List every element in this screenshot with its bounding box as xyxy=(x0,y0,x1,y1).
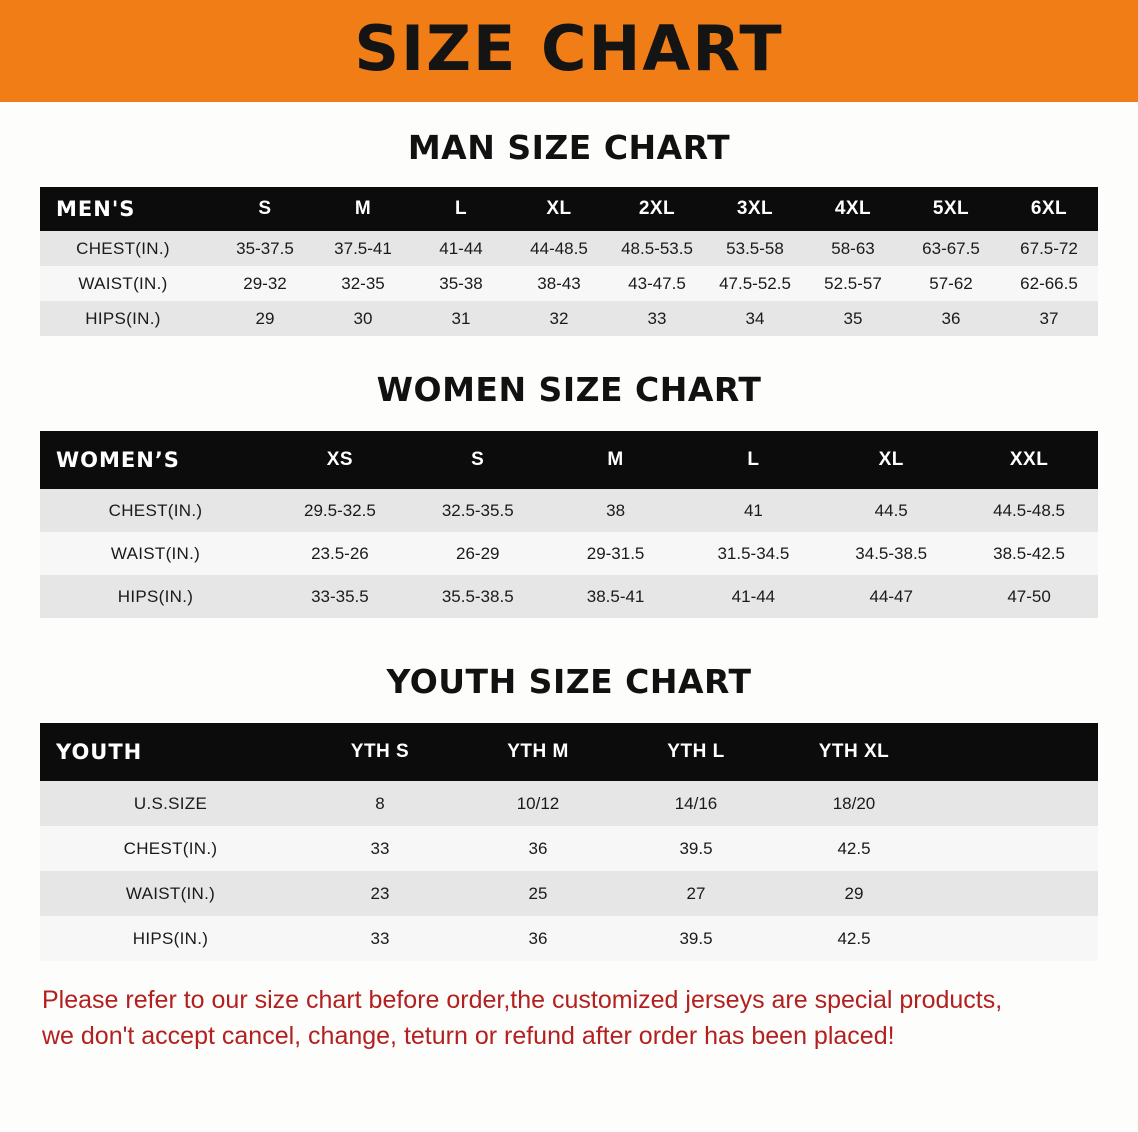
youth-row-label-2: WAIST(IN.) xyxy=(125,883,216,903)
table-row xyxy=(40,781,1098,826)
table-row xyxy=(40,266,1098,301)
man-cell-2-5: 34 xyxy=(745,308,765,328)
youth-col-0: YTH S xyxy=(350,741,410,762)
man-cell-2-4: 33 xyxy=(647,308,667,328)
table-header-row xyxy=(40,431,1098,489)
women-row-label-1: WAIST(IN.) xyxy=(110,543,201,563)
man-cell-1-0: 29-32 xyxy=(243,273,287,293)
youth-cell-0-1: 10/12 xyxy=(516,793,560,813)
man-cell-1-8: 62-66.5 xyxy=(1020,273,1078,293)
table-row xyxy=(40,871,1098,916)
youth-cell-1-spacer xyxy=(933,826,1098,871)
youth-row-label-1: CHEST(IN.) xyxy=(123,838,218,858)
youth-section-heading: YOUTH SIZE CHART xyxy=(386,662,752,701)
table-header-row xyxy=(40,723,1098,781)
man-col-0: S xyxy=(258,198,272,219)
youth-col-2: YTH L xyxy=(667,741,725,762)
man-col-5: 3XL xyxy=(736,198,774,219)
man-cell-0-4: 48.5-53.5 xyxy=(621,238,693,258)
man-col-8: 6XL xyxy=(1030,198,1068,219)
women-col-2: M xyxy=(607,449,624,470)
women-cell-0-5: 44.5-48.5 xyxy=(993,500,1065,520)
man-cell-0-3: 44-48.5 xyxy=(530,238,588,258)
man-col-4: 2XL xyxy=(638,198,676,219)
man-cell-0-8: 67.5-72 xyxy=(1020,238,1078,258)
man-cell-0-5: 53.5-58 xyxy=(726,238,784,258)
youth-table-body xyxy=(40,781,1098,961)
youth-cell-2-0: 23 xyxy=(370,883,390,903)
youth-cell-1-3: 42.5 xyxy=(837,838,871,858)
youth-cell-2-3: 29 xyxy=(844,883,864,903)
man-cell-2-3: 32 xyxy=(549,308,569,328)
table-row xyxy=(40,532,1098,575)
table-row xyxy=(40,826,1098,871)
women-cell-1-4: 34.5-38.5 xyxy=(855,543,928,563)
man-col-1: M xyxy=(354,198,372,219)
man-cell-1-4: 43-47.5 xyxy=(628,273,686,293)
header-banner xyxy=(0,0,1138,102)
man-section-heading: MAN SIZE CHART xyxy=(407,128,731,167)
youth-cell-3-spacer xyxy=(933,916,1098,961)
women-cell-0-4: 44.5 xyxy=(874,500,908,520)
women-cell-0-3: 41 xyxy=(743,500,763,520)
women-col-5: XXL xyxy=(1009,449,1049,470)
youth-col-spacer xyxy=(933,723,1098,781)
women-size-table xyxy=(40,431,1098,618)
women-cell-2-5: 47-50 xyxy=(1007,586,1051,606)
women-col-0: XS xyxy=(326,449,354,470)
man-row-label-0: CHEST(IN.) xyxy=(76,238,170,258)
man-cell-1-7: 57-62 xyxy=(929,273,973,293)
youth-row-label-3: HIPS(IN.) xyxy=(132,928,209,948)
man-cell-1-3: 38-43 xyxy=(537,273,581,293)
man-col-2: L xyxy=(454,198,468,219)
man-cell-1-2: 35-38 xyxy=(439,273,483,293)
policy-note-line-2: we don't accept cancel, change, teturn or refund after order has been placed! xyxy=(42,1021,895,1050)
youth-cell-3-3: 42.5 xyxy=(837,928,871,948)
youth-table-header xyxy=(40,723,1098,781)
youth-cell-0-0: 8 xyxy=(375,793,385,813)
man-cell-2-1: 30 xyxy=(353,308,373,328)
women-cell-2-1: 35.5-38.5 xyxy=(441,586,514,606)
youth-cell-0-2: 14/16 xyxy=(674,793,718,813)
policy-note-line-1: Please refer to our size chart before order,the customized jerseys are special products, xyxy=(42,986,1003,1014)
man-cell-0-2: 41-44 xyxy=(439,238,483,258)
youth-cell-3-2: 39.5 xyxy=(679,928,713,948)
man-cell-0-0: 35-37.5 xyxy=(236,238,294,258)
table-row xyxy=(40,575,1098,618)
women-cell-0-0: 29.5-32.5 xyxy=(303,500,376,520)
table-header-row xyxy=(40,187,1098,231)
table-row xyxy=(40,489,1098,532)
women-cell-2-2: 38.5-41 xyxy=(586,586,645,606)
youth-cell-3-0: 33 xyxy=(370,928,390,948)
youth-col-3: YTH XL xyxy=(818,741,890,762)
man-row-label-2: HIPS(IN.) xyxy=(85,308,161,328)
youth-cell-2-spacer xyxy=(933,871,1098,916)
page-title: SIZE CHART xyxy=(354,12,784,85)
youth-cell-1-0: 33 xyxy=(370,838,390,858)
man-col-3: XL xyxy=(546,198,572,219)
youth-cell-1-1: 36 xyxy=(528,838,548,858)
youth-cell-1-2: 39.5 xyxy=(679,838,713,858)
man-cell-0-7: 63-67.5 xyxy=(922,238,980,258)
women-cell-2-0: 33-35.5 xyxy=(311,586,369,606)
man-col-7: 5XL xyxy=(932,198,970,219)
man-size-table xyxy=(40,187,1098,336)
youth-cell-2-2: 27 xyxy=(686,883,706,903)
man-table-body xyxy=(40,231,1098,336)
women-row-label-0: CHEST(IN.) xyxy=(108,500,203,520)
women-section-heading: WOMEN SIZE CHART xyxy=(376,370,762,409)
women-row-label-2: HIPS(IN.) xyxy=(117,586,194,606)
youth-cell-0-3: 18/20 xyxy=(832,793,876,813)
women-table-header xyxy=(40,431,1098,489)
youth-col-1: YTH M xyxy=(507,741,569,762)
youth-table-wrapper xyxy=(0,723,1138,961)
man-cell-0-6: 58-63 xyxy=(831,238,875,258)
man-cell-1-1: 32-35 xyxy=(341,273,385,293)
table-row xyxy=(40,301,1098,336)
man-row-label-1: WAIST(IN.) xyxy=(78,273,168,293)
women-cell-1-0: 23.5-26 xyxy=(311,543,369,563)
youth-corner-label: YOUTH xyxy=(56,740,143,764)
women-cell-2-4: 44-47 xyxy=(869,586,913,606)
women-cell-1-5: 38.5-42.5 xyxy=(993,543,1065,563)
man-table-wrapper xyxy=(0,187,1138,336)
women-cell-1-3: 31.5-34.5 xyxy=(717,543,790,563)
man-cell-2-6: 35 xyxy=(843,308,863,328)
man-cell-0-1: 37.5-41 xyxy=(334,238,392,258)
table-row xyxy=(40,231,1098,266)
man-col-6: 4XL xyxy=(834,198,872,219)
man-cell-1-5: 47.5-52.5 xyxy=(719,273,791,293)
women-cell-1-2: 29-31.5 xyxy=(586,543,645,563)
man-cell-1-6: 52.5-57 xyxy=(824,273,882,293)
youth-cell-2-1: 25 xyxy=(528,883,548,903)
man-cell-2-2: 31 xyxy=(451,308,471,328)
man-cell-2-0: 29 xyxy=(255,308,275,328)
man-table-header xyxy=(40,187,1098,231)
man-corner-label: MEN'S xyxy=(56,197,136,221)
youth-cell-3-1: 36 xyxy=(528,928,548,948)
youth-row-label-0: U.S.SIZE xyxy=(133,793,208,813)
policy-note xyxy=(0,961,1138,1054)
women-cell-0-1: 32.5-35.5 xyxy=(441,500,514,520)
women-table-body xyxy=(40,489,1098,618)
youth-size-table xyxy=(40,723,1098,961)
women-cell-0-2: 38 xyxy=(606,500,626,520)
women-col-3: L xyxy=(747,449,760,470)
women-corner-label: WOMEN’S xyxy=(56,448,180,472)
table-row xyxy=(40,916,1098,961)
man-cell-2-8: 37 xyxy=(1039,308,1059,328)
women-cell-2-3: 41-44 xyxy=(731,586,776,606)
man-cell-2-7: 36 xyxy=(941,308,961,328)
women-col-1: S xyxy=(471,449,485,470)
women-table-wrapper xyxy=(0,431,1138,618)
youth-cell-0-spacer xyxy=(933,781,1098,826)
women-col-4: XL xyxy=(878,449,904,470)
women-cell-1-1: 26-29 xyxy=(456,543,500,563)
